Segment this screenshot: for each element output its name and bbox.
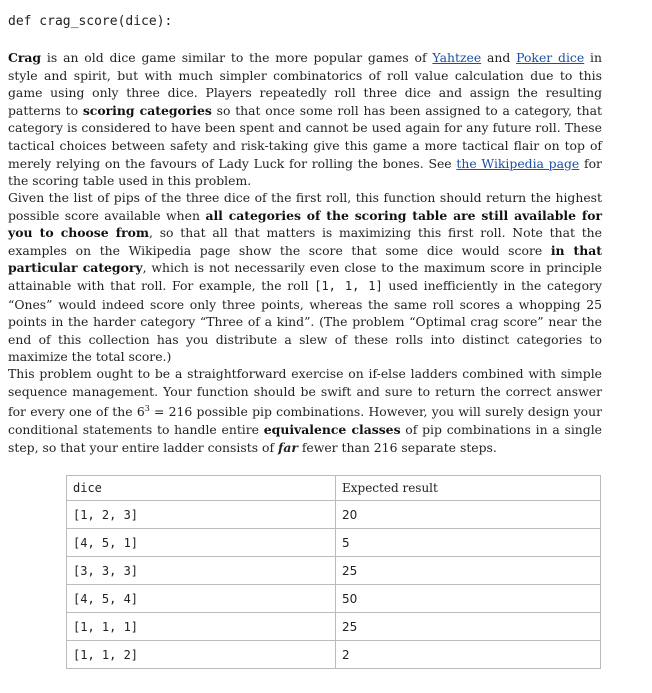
dice-cell: [1, 2, 3] [67, 501, 336, 529]
design-paragraph: This problem ought to be a straightforward exercise on if-else ladders combined with simple sequence management. Your function should be swift and sure to return the correct answer for every one of the $6^3 = 216$ possible pip combinations. However, you will surely design your conditional statements to handle entire equivalence classes of pip combinations in a single step, so that your entire ladder consists of far fewer than 216 separate steps. [8, 366, 603, 455]
task-paragraph: Given the list of pips of the three dice of the first roll, this function should return the highest possible score available when all categories of the scoring table are still available for you to choose from, so that all that matters is maximizing this first roll. Note that the examples on the Wikipedia page show the score that some dice would score in that particular category, which is not necessarily even close to the maximum score in principle attainable with that roll. For example, the roll [1, 1, 1] used inefficiently in the category “Ones” would indeed score only three points, whereas the same roll scores a whopping 25 points in the harder category “Three of a kind”. (The problem “Optimal crag score” near the end of this collection has you distribute a slew of these rolls into distinct categories to maximize the total score.) [8, 190, 602, 365]
scoring-categories-term: scoring categories [82, 102, 212, 118]
wikipedia-link[interactable]: the Wikipedia page [456, 155, 580, 171]
dice-cell: [4, 5, 4] [67, 585, 336, 613]
yahtzee-link[interactable]: Yahtzee [432, 50, 482, 65]
example-roll-code: [1, 1, 1] [314, 278, 383, 293]
examples-table [66, 475, 601, 669]
result-cell: 25 [336, 557, 601, 585]
all-categories-term: all categories of the scoring table are still available for you to choose from [8, 207, 602, 241]
crag-term: Crag [8, 50, 42, 65]
result-cell: 25 [336, 613, 601, 641]
table-row [67, 501, 601, 529]
result-cell: 2 [336, 641, 601, 669]
table-row [67, 529, 601, 557]
table-header-row [67, 476, 601, 501]
dice-cell: [3, 3, 3] [67, 557, 336, 585]
table-row [67, 557, 601, 585]
far-emphasis: far [277, 439, 298, 455]
dice-cell: [1, 1, 1] [67, 613, 336, 641]
dice-cell: [4, 5, 1] [67, 529, 336, 557]
poker-dice-link[interactable]: Poker dice [516, 50, 585, 65]
result-cell: 50 [336, 585, 601, 613]
intro-paragraph: Crag is an old dice game similar to the more popular games of Yahtzee and Poker dice in style and spirit, but with much simpler combinatorics of roll value calculation due to this game using only three dice. Players repeatedly roll three dice and assign the resulting patterns to scoring categories so that once some roll has been assigned to a category, that category is considered to have been spent and cannot be used again for any future roll. These tactical choices between safety and risk-taking give this game a more tactical flair on top of merely relying on the favours of Lady Luck for rolling the bones. See the Wikipedia page for the scoring table used in this problem. [8, 50, 602, 189]
dice-cell: [1, 1, 2] [67, 641, 336, 669]
table-row [67, 641, 601, 669]
table-row [67, 585, 601, 613]
equivalence-classes-term: equivalence classes [263, 421, 401, 437]
column-header-expected: Expected result [336, 476, 601, 501]
table-row [67, 613, 601, 641]
function-signature: def crag_score(dice): [8, 14, 173, 29]
exponent: 3 [144, 404, 150, 414]
particular-category-term: in that particular category [8, 242, 602, 276]
column-header-dice: dice [67, 476, 336, 501]
result-cell: 20 [336, 501, 601, 529]
result-cell: 5 [336, 529, 601, 557]
